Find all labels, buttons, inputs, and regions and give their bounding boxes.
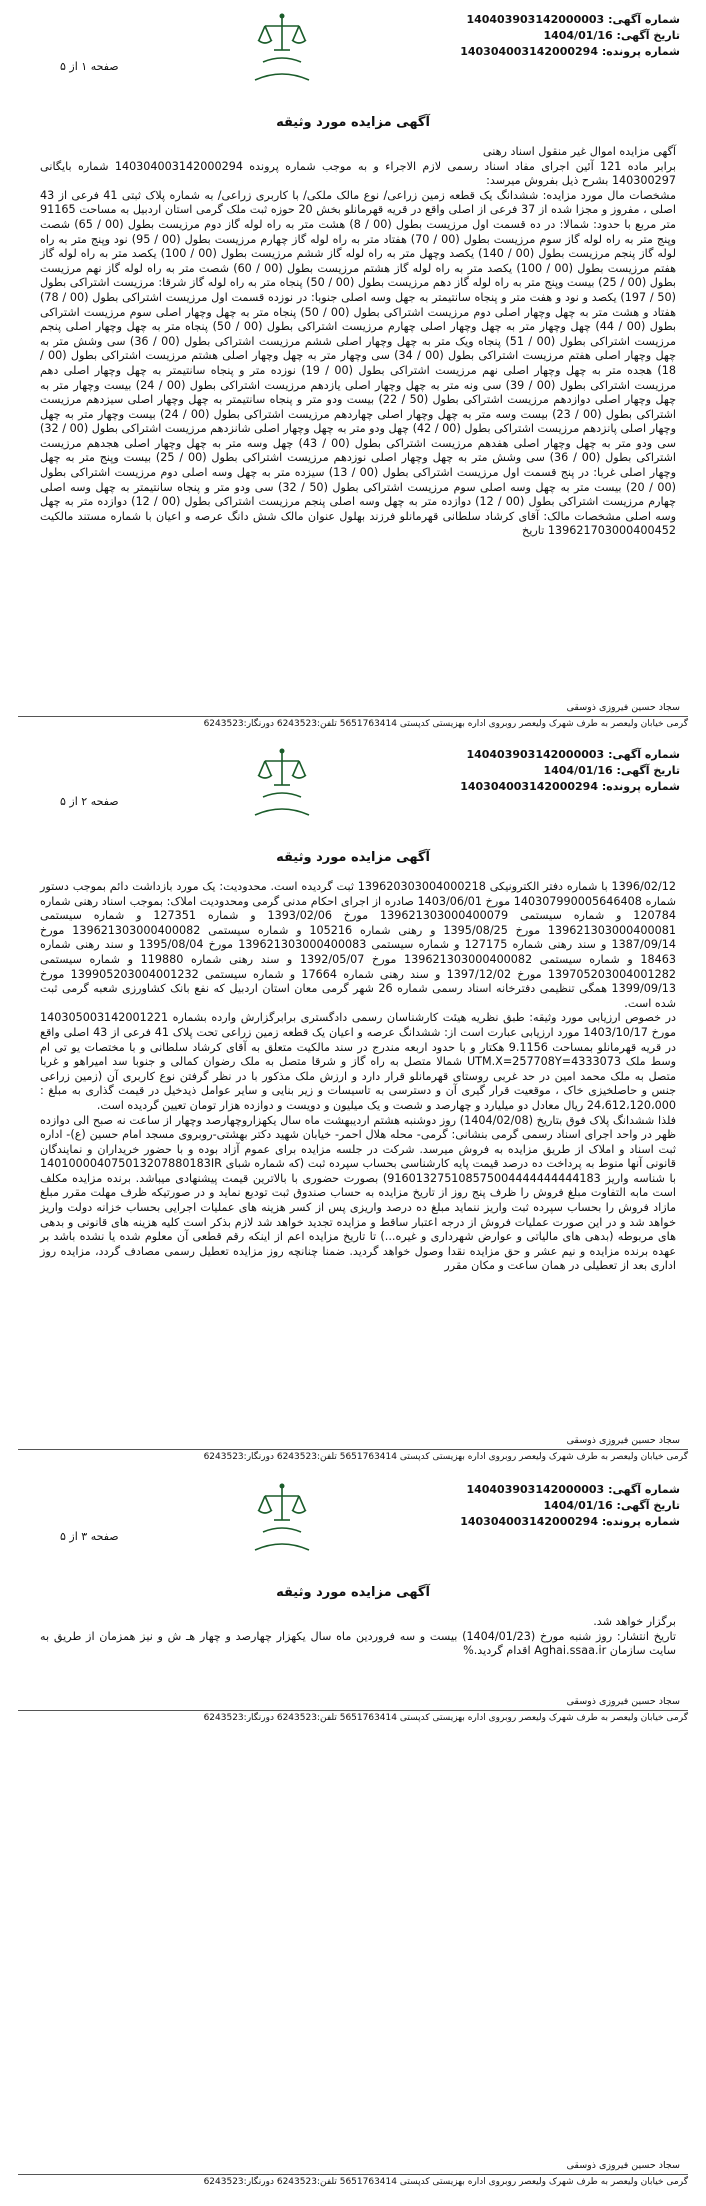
notice-title: آگهی مزایده مورد وثیقه (276, 850, 430, 865)
judiciary-emblem-icon (225, 10, 340, 100)
signature: سجاد حسین فیروزی ذوسقی (566, 1435, 680, 1446)
file-no: 140304003142000294 (460, 1515, 598, 1528)
announcement-no-label: شماره آگهی: (608, 748, 680, 761)
file-no-label: شماره پرونده: (601, 45, 680, 58)
body-paragraph: برگزار خواهد شد. (593, 1615, 676, 1628)
signature: سجاد حسین فیروزی ذوسقی (566, 1696, 680, 1707)
notice-title: آگهی مزایده مورد وثیقه (276, 115, 430, 130)
notice-header (380, 747, 680, 795)
announcement-no: 140403903142000003 (466, 1483, 605, 1496)
footer-address: گرمی خیابان ولیعصر به طرف شهرک ولیعصر روبروی اداره بهزیستی کدپستی 5651763414 تلفن:6243523 دورنگار:6243523 (203, 2177, 688, 2187)
body-paragraph: مشخصات مال مورد مزایده: ششدانگ یک قطعه زمین زراعی/ نوع مالک ملکی/ با کاربری زراعی/ به شماره پلاک ثبتی 41 فرعی از 43 اصلی ، مفروز و مجزا شده از 37 فرعی از اصلی واقع در قریه قهرمانلو بخش 20 حوزه ثبت ملک گرمی استان اردبیل به مساحت 91165 متر مربع با حدود: شمالا: در ده قسمت اول مرزیست بطول (00 / 8) هشت متر به راه لوله گاز دوم مرزیست بطول (00 / 65) شصت وپنج متر به راه لوله گاز سوم مرزیست بطول (00 / 70) هفتاد متر به راه لوله گاز چهارم مرزیست بطول (00 / 95) نود وپنج متر به راه لوله گاز پنجم مرزیست بطول (00 / 140) یکصد وچهل متر به راه لوله گاز ششم مرزیست بطول (00 / 100) یکصد متر به راه لوله گاز هفتم مرزیست بطول (00 / 100) یکصد متر به راه لوله گاز هشتم مرزیست بطول (00 / 60) شصت متر به راه لوله گاز نهم مرزیست بطول (00 / 25) بیست وپنج متر به راه لوله گاز دهم مرزیست بطول (00 / 50) پنجاه متر به راه لوله گاز شرقا: مرزیست اشتراکی بطول (50 / 197) یکصد و نود و هفت متر و پنجاه سانتیمتر به جهل وسه اصلی جنوبا: در نوزده قسمت اول مرزیست اشتراکی بطول (00 / 78) هفتاد و هشت متر به چهل وچهار اصلی دوم مرزیست اشتراکی بطول (00 / 50) پنجاه متر به چهل وچهار اصلی سوم مرزیست اشتراکی بطول (00 / 44) چهل وچهار متر به چهل وچهار اصلی چهارم مرزیست اشتراکی بطول (00 / 50) پنجاه متر به چهل وچهار اصلی پنجم مرزیست اشتراکی بطول (00 / 51) پنجاه ویک متر به چهل وچهار اصلی ششم مرزیست اشتراکی بطول (00 / 36) سی وشش متر به چهل وچهار اصلی هفتم مرزیست اشتراکی بطول (00 / 34) سی وچهار متر به چهل وچهار اصلی هشتم مرزیست اشتراکی بطول (00 / 18) هجده متر به چهل وچهار اصلی نهم مرزیست اشتراکی بطول (00 / 19) نوزده متر و پنجاه سانتیمتر به چهل وچهار اصلی دهم مرزیست اشتراکی بطول (00 / 39) سی ونه متر به چهل وچهار اصلی یازدهم مرزیست اشتراکی بطول (00 / 24) بیست وچهار متر به چهل وچهار اصلی دوازدهم مرزیست اشتراکی بطول (50 / 22) بیست ودو متر و پنجاه سانتیمتر به چهل وچهار اصلی سیزدهم مرزیست اشتراکی بطول (00 / 23) بیست وسه متر به چهل وچهار اصلی چهاردهم مرزیست اشتراکی بطول (00 / 24) بیست وچهار متر به چهل وچهار اصلی پانزدهم مرزیست اشتراکی بطول (00 / 42) چهل ودو متر به چهل وچهار اصلی شانزدهم مرزیست اشتراکی بطول (00 / 32) سی ودو متر به چهل وچهار اصلی هفدهم مرزیست اشتراکی بطول (00 / 43) چهل وسه متر به چهل وچهار اصلی هجدهم مرزیست اشتراکی بطول (00 / 36) سی وشش متر به چهل وچهار اصلی نوزدهم مرزیست اشتراکی بطول (00 / 25) بیست وپنج متر به چهل وچهار اصلی غربا: در پنج قسمت اول مرزیست اشتراکی بطول (00 / 13) سیزده متر به چهل وسه اصلی دوم مرزیست اشتراکی بطول (00 / 20) بیست متر به چهل وسه اصلی سوم مرزیست اشتراکی بطول (50 / 32) سی ودو متر و پنجاه سانتیمتر به چهل وسه اصلی چهارم مرزیست اشتراکی بطول (00 / 12) دوازده متر به چهل وسه اصلی پنجم مرزیست اشتراکی بطول (00 / 12) دوازده متر به چهل وسه اصلی مشخصات مالک: آقای کرشاد سلطانی قهرمانلو فرزند بهلول عنوان مالک شش دانگ عرصه و اعیان با شماره مستند مالکیت 139621703000400452 تاریخ (40, 188, 677, 538)
file-no: 140304003142000294 (460, 780, 598, 793)
announcement-no: 140403903142000003 (466, 748, 605, 761)
footer-divider (18, 716, 688, 717)
footer-divider (18, 1710, 688, 1711)
notice-body (40, 145, 676, 539)
page-number: صفحه ۳ از ۵ (60, 1530, 119, 1543)
footer-divider (18, 2174, 688, 2175)
body-paragraph: آگهی مزایده اموال غیر منقول اسناد رهنی (482, 145, 676, 158)
footer-divider (18, 1449, 688, 1450)
body-paragraph: 1396/02/12 با شماره دفتر الکترونیکی 139620303004000218 ثبت گردیده است. محدودیت: یک مورد بازداشت دائم بموجب دستور شماره 140307990005646408 مورخ 1403/06/01 صادره از اجرای احکام مدنی گرمی ومحدودیت املاک: بموجب اسناد رهنی شماره 120784 و شماره سیستمی 139621303000400079 مورخ 1393/02/06 و شماره 127351 و شماره سیستمی 139621303000400081 مورخ 1395/08/25 و رهنی شماره 105216 و شماره سیستمی 139621303000400082 مورخ 1387/09/14 و سند رهنی شماره 127175 و شماره سیستمی 139621303000400083 مورخ 1395/08/04 و سند رهنی شماره 18463 و شماره سیستمی 139621303000400082 مورخ 1392/05/07 و سند رهنی شماره 119880 و شماره سیستمی 139705203004001282 مورخ 1397/12/02 و سند رهنی شماره 17664 و شماره سیستمی 139905203004001232 مورخ 1399/09/13 همگی تنظیمی دفترخانه اسناد رسمی شماره 26 شهر گرمی معان استان اردبیل که نفع بانک کشاورزی شعبه گرمی ثبت شده است. (40, 880, 677, 1010)
notice-body (40, 880, 676, 1274)
page-number: صفحه ۲ از ۵ (60, 795, 119, 808)
announcement-date: 1404/01/16 (543, 764, 613, 777)
body-paragraph: در خصوص ارزیابی مورد وثیقه: طبق نظریه هیئت کارشناسان رسمی دادگستری برابرگزارش وارده بشماره 140305003142001221 مورخ 1403/10/17 مورد ارزیابی عبارت است از: ششدانگ عرصه و اعیان یک قطعه زمین زراعی تحت پلاک 41 فرعی از 43 اصلی واقع در قریه قهرمانلو بمساحت 9.1156 هکتار و با حدود اربعه مندرج در سند مالکیت متعلق به آقای کرشاد سلطانی و با مختصات یو تی ام وسط ملک UTM.X=257708Y=4333073 شمالا متصل به راه گاز و شرقا متصل به ملک رضوان کمالی و جنوبا سد امیراهو و غربا متصل به ملک محمد امین در حد غربی روستای قهرمانلو قرار دارد و ارزش ملک مذکور با در نظر گرفتن نوع کاربری آن (زمین زراعی جنس و حاصلخیزی خاک ، موقعیت قرار گیری آن و دسترسی به تاسیسات و زیر بنایی و سایر عوامل ذیدخیل در قیمت گذاری به مبلغ : 24،612،120،000 ریال معادل دو میلیارد و چهارصد و شصت و یک میلیون و دویست و دوازده هزار تومان تعیین گردیده است. (40, 1011, 677, 1112)
announcement-date-label: تاریخ آگهی: (616, 764, 680, 777)
body-paragraph: تاریخ انتشار: روز شنبه مورخ (1404/01/23) بیست و سه فروردین ماه سال یکهزار چهارصد و چهار هـ ش و نیز همزمان از طریق به سایت سازمان Aghai.ssaa.ir اقدام گردید.% (40, 1629, 677, 1658)
notice-body (40, 1615, 676, 1659)
announcement-date: 1404/01/16 (543, 29, 613, 42)
signature: سجاد حسین فیروزی ذوسقی (566, 702, 680, 713)
file-no-label: شماره پرونده: (601, 1515, 680, 1528)
notice-header (380, 12, 680, 60)
announcement-date: 1404/01/16 (543, 1499, 613, 1512)
judiciary-emblem-icon (225, 745, 340, 835)
notice-title: آگهی مزایده مورد وثیقه (276, 1585, 430, 1600)
body-paragraph: برابر ماده 121 آئین اجرای مفاد اسناد رسمی لازم الاجراء و به موجب شماره پرونده 140304003142000294 شماره بایگانی 140300297 بشرح ذیل بفروش میرسد: (40, 159, 676, 188)
file-no-label: شماره پرونده: (601, 780, 680, 793)
announcement-no: 140403903142000003 (466, 13, 605, 26)
body-paragraph: فلذا ششدانگ پلاک فوق بتاریخ (1404/02/08) روز دوشنبه هشتم اردیبهشت ماه سال یکهزاروچهارصد وچهار از ساعت نه صبح الی دوازده ظهر در واحد اجرای اسناد رسمی گرمی بنشانی: گرمی- محله هلال احمر- خیابان شهید دکتر بهشتی-روبروی مسجد امام حسین (ع)- اداره ثبت اسناد و املاک از طریق مزایده به فروش میرسد. شرکت در جلسه مزایده برای عموم آزاد بوده و با حضور خریداران و نمایندگان قانونی آنها منوط به پرداخت ده درصد قیمت پایه کارشناسی بحساب سپرده ثبت (که شماره شبای 140100004075013207880183IR با شناسه واریز 916013275108575004444444444183) بصورت حضوری با بالاترین قیمت پیشنهادی میباشد. برنده مزایده مکلف است مابه التفاوت مبلغ فروش را ظرف پنج روز از تاریخ مزایده به حساب صندوق ثبت تودیع نماید و در صورتیکه ظرف مهلت مقرر مبلغ مازاد فروش را بحساب سپرده ثبت واریز ننماید مبلغ ده درصد واریزی پس از کسر هزینه های عملیات اجرایی بحساب خزانه دولت واریز خواهد شد و در این صورت عملیات فروش از درجه اعتبار ساقط و مزایده تجدید خواهد شد لازم بذکر است کلیه هزینه های قانونی و بدهی های مربوطه (بدهی های مالیاتی و عوارض شهرداری و غیره...) تا تاریخ مزایده اعم از اینکه رقم قطعی آن معلوم شده یا نشده باشد بر عهده برنده مزایده و نیم عشر و حق مزایده نقدا وصول خواهد گردید. ضمنا چنانچه روز مزایده تعطیل رسمی مصادف گردد، مزایده روز اداری بعد از تعطیلی در همان ساعت و مکان مقرر (40, 1113, 676, 1273)
footer-address: گرمی خیابان ولیعصر به طرف شهرک ولیعصر روبروی اداره بهزیستی کدپستی 5651763414 تلفن:6243523 دورنگار:6243523 (203, 719, 688, 729)
announcement-date-label: تاریخ آگهی: (616, 29, 680, 42)
announcement-no-label: شماره آگهی: (608, 1483, 680, 1496)
file-no: 140304003142000294 (460, 45, 598, 58)
footer-address: گرمی خیابان ولیعصر به طرف شهرک ولیعصر روبروی اداره بهزیستی کدپستی 5651763414 تلفن:6243523 دورنگار:6243523 (203, 1713, 688, 1723)
judiciary-emblem-icon (225, 1480, 340, 1570)
notice-page-1 (0, 0, 706, 735)
notice-header (380, 1482, 680, 1530)
notice-page-3 (0, 1470, 706, 2205)
signature: سجاد حسین فیروزی ذوسقی (566, 2160, 680, 2171)
announcement-no-label: شماره آگهی: (608, 13, 680, 26)
notice-page-2 (0, 735, 706, 1470)
footer-address: گرمی خیابان ولیعصر به طرف شهرک ولیعصر روبروی اداره بهزیستی کدپستی 5651763414 تلفن:6243523 دورنگار:6243523 (203, 1452, 688, 1462)
page-number: صفحه ۱ از ۵ (60, 60, 119, 73)
announcement-date-label: تاریخ آگهی: (616, 1499, 680, 1512)
